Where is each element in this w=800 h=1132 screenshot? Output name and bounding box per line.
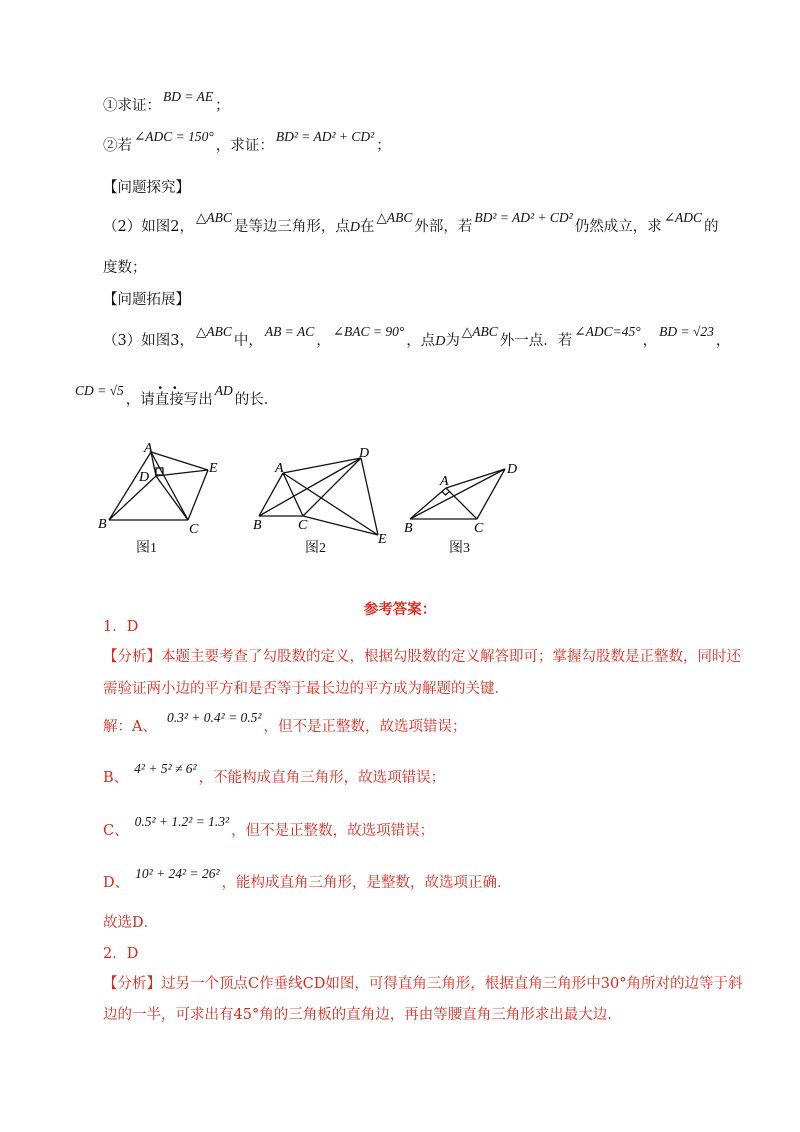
solution-c: C、0.5² + 1.2² = 1.3²，但不是正整数，故选项错误； [103, 814, 435, 839]
figure-1-caption: 图1 [136, 541, 157, 556]
svg-text:A: A [275, 461, 284, 476]
figure-1 [96, 440, 236, 540]
answer-2-analysis-line-2: 边的一半，可求出有45°角的三角板的直角边，再由等腰直角三角形求出最大边． [103, 1007, 622, 1023]
svg-text:B: B [404, 521, 413, 535]
answer-1-choose: 故选D． [103, 915, 159, 931]
heading-extend: 【问题拓展】 [103, 292, 190, 308]
problem-line-1: ①求证：BD = AE； [103, 95, 230, 117]
problem-part-3: （3）如图3，△ABC中，AB = AC，∠BAC = 90°，点D为△ABC外一点．若∠ADC=45°，BD = √23， [103, 324, 731, 349]
answer-2-number: 2．D [103, 946, 139, 962]
svg-text:B: B [98, 517, 107, 532]
figure-3-caption: 图3 [449, 541, 470, 556]
svg-text:A: A [440, 474, 449, 489]
svg-text:D: D [139, 470, 150, 485]
problem-part-2: （2）如图2，△ABC是等边三角形，点D在△ABC外部，若BD² = AD² + CD²仍然成立，求∠ADC的 [103, 210, 719, 235]
problem-line-2: ②若∠ADC = 150°，求证：BD² = AD² + CD²； [103, 135, 391, 157]
answer-1-analysis-line-2: 需验证两小边的平方和是否等于最长边的平方成为解题的关键． [103, 681, 509, 697]
svg-text:C: C [189, 522, 199, 537]
math-bd-ae: BD = AE [163, 89, 214, 104]
svg-text:E: E [378, 532, 387, 547]
math-angle-adc-150: ∠ADC = 150° [134, 129, 214, 144]
figure-2-caption: 图2 [305, 541, 326, 556]
solution-a: 解：A、0.3² + 0.4² = 0.5²，但不是正整数，故选项错误； [103, 710, 467, 735]
answer-1-analysis-line-1: 【分析】本题主要考查了勾股数的定义，根据勾股数的定义解答即可；掌握勾股数是正整数，同时还 [103, 649, 741, 665]
problem-part-3-cont: CD = √5，请直接写出AD的长． [75, 383, 279, 408]
svg-text:A: A [144, 441, 153, 456]
problem-part-2-cont: 度数； [103, 260, 147, 276]
solution-b: B、4² + 5² ≠ 6²，不能构成直角三角形，故选项错误； [103, 761, 446, 786]
heading-explore: 【问题探究】 [103, 180, 190, 196]
math-bd2-eq: BD² = AD² + CD² [275, 129, 375, 144]
answers-title: 参考答案： [363, 601, 437, 618]
svg-text:C: C [298, 518, 308, 533]
solution-d: D、10² + 24² = 26²，能构成直角三角形，是整数，故选项正确． [103, 866, 512, 891]
svg-text:E: E [209, 461, 218, 476]
figure-3 [400, 455, 530, 535]
svg-text:D: D [359, 446, 370, 461]
svg-text:B: B [253, 518, 262, 533]
answer-1-number: 1．D [103, 619, 139, 635]
svg-text:D: D [507, 462, 518, 477]
svg-text:C: C [474, 521, 484, 535]
answer-2-analysis-line-1: 【分析】过另一个顶点C作垂线CD如图，可得直角三角形，根据直角三角形中30°角所对的边等于斜 [103, 976, 743, 992]
